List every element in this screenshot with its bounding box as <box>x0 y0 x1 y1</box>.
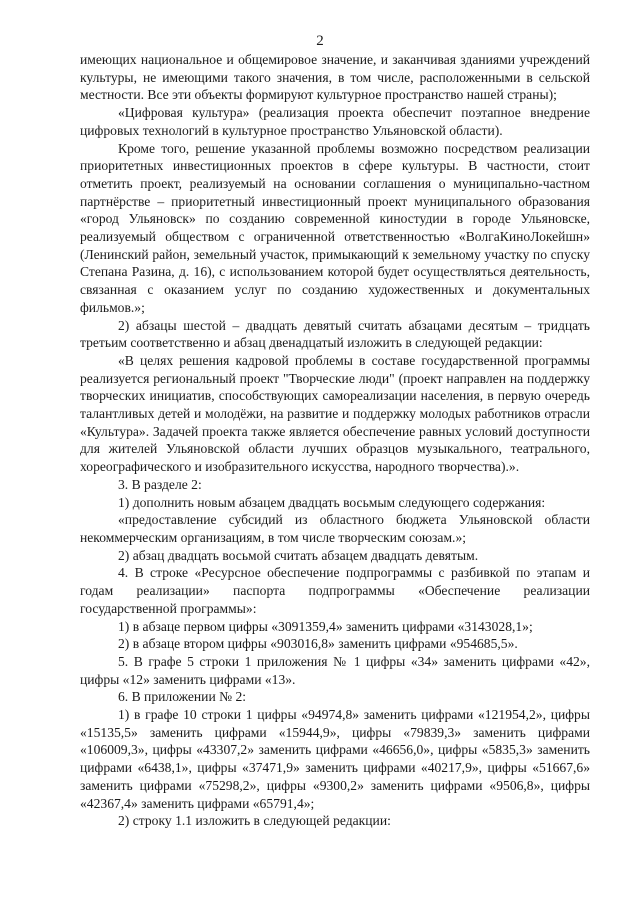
paragraph: «предоставление субсидий из областного бюджета Ульяновской области некоммерческим организациям, в том числе творческим союзам.»; <box>80 512 590 545</box>
paragraph: 2) строку 1.1 изложить в следующей редакции: <box>118 813 391 829</box>
paragraph: 1) в абзаце первом цифры «3091359,4» заменить цифрами «3143028,1»; <box>118 618 533 634</box>
paragraph: 4. В строке «Ресурсное обеспечение подпрограммы с разбивкой по этапам и годам реализации» паспорта подпрограммы «Обеспечение реализации государственной программы»: <box>80 565 590 616</box>
page-number: 2 <box>316 33 324 49</box>
paragraph: 2) абзацы шестой – двадцать девятый считать абзацами десятым – тридцать третьим соответственно и абзац двенадцатый изложить в следующей редакции: <box>80 317 590 351</box>
paragraph: 1) дополнить новым абзацем двадцать восьмым следующего содержания: <box>118 494 546 510</box>
paragraph: имеющих национальное и общемировое значение, и заканчивая зданиями учреждений культуры, не имеющими такого значения, в том числе, расположенными в сельской местности. Все эти объекты формируют культурное пространство нашей страны); <box>80 52 590 103</box>
document-body <box>80 51 590 830</box>
paragraph: 2) абзац двадцать восьмой считать абзацем двадцать девятым. <box>118 547 479 563</box>
paragraph: 2) в абзаце втором цифры «903016,8» заменить цифрами «954685,5». <box>118 636 518 652</box>
paragraph: 3. В разделе 2: <box>118 476 202 492</box>
paragraph: 5. В графе 5 строки 1 приложения № 1 цифры «34» заменить цифрами «42», цифры «12» заменить цифрами «13». <box>80 653 590 687</box>
paragraph: Кроме того, решение указанной проблемы возможно посредством реализации приоритетных инвестиционных проектов в сфере культуры. В частности, стоит отметить проект, реализуемый на основании соглашения о муниципально-частном партнёрстве – приоритетный инвестиционный проект муниципального образования «город Ульяновск» по созданию современной киностудии в городе Ульяновске, реализуемый обществом с ограниченной ответственностью «ВолгаКиноЛокейшн» (Ленинский район, земельный участок, примыкающий к земельному участку по спуску Степана Разина, д. 16), с использованием которой будет осуществляться деятельность, связанная с оказанием услуг по созданию художественных и документальных фильмов.»; <box>80 140 590 315</box>
paragraph: «Цифровая культура» (реализация проекта обеспечит поэтапное внедрение цифровых технологий в культурное пространство Ульяновской области). <box>80 105 590 138</box>
paragraph: 1) в графе 10 строки 1 цифры «94974,8» заменить цифрами «121954,2», цифры «15135,5» заменить цифрами «15944,9», цифры «79839,3» заменить цифрами «106009,3», цифры «43307,2» заменить цифрами «46656,0», цифры «5835,3» заменить цифрами «6438,1», цифры «37471,9» заменить цифрами «40217,9», цифры «51667,6» заменить цифрами «75298,2», цифры «9300,2» заменить цифрами «9506,8», цифры «42367,4» заменить цифрами «65791,4»; <box>80 707 590 811</box>
paragraph: 6. В приложении № 2: <box>118 689 247 705</box>
paragraph: «В целях решения кадровой проблемы в составе государственной программы реализуется региональный проект "Творческие люди" (проект направлен на поддержку творческих инициатив, способствующих самореализации населения, в первую очередь талантливых детей и молодёжи, на развитие и поддержку молодых работников отрасли «Культура». Задачей проекта также является обеспечение равных условий доступности для жителей Ульяновской области лучших образцов музыкального, театрального, хореографического и изобразительного искусства, народного творчества).». <box>80 352 590 475</box>
